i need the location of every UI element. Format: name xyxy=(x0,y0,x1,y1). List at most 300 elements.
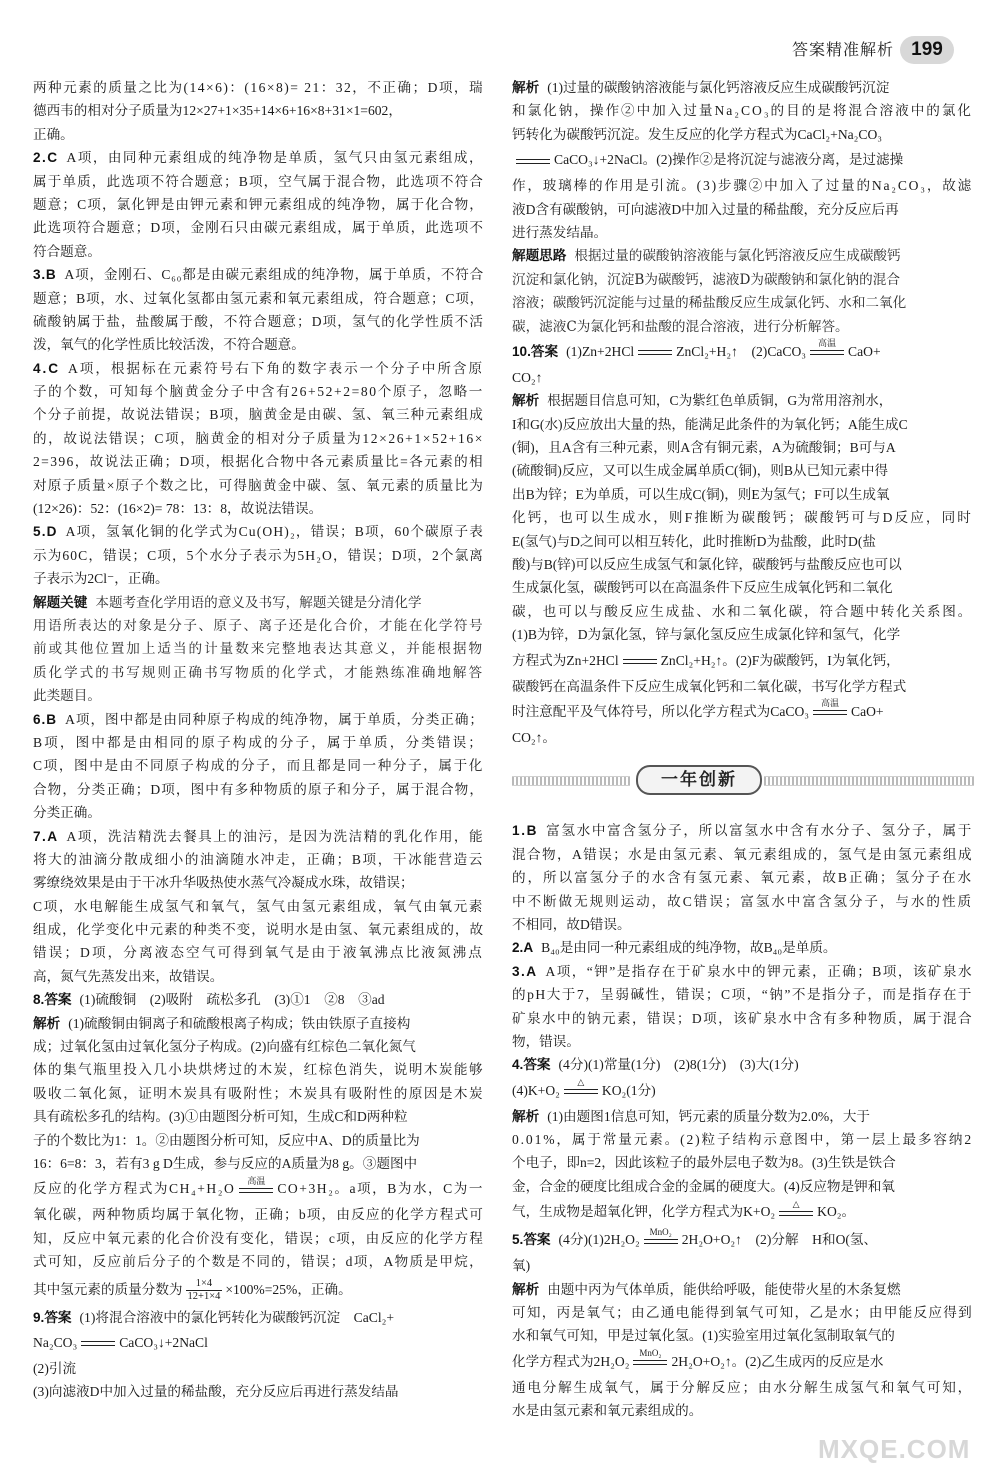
line-content xyxy=(512,152,903,167)
text-line xyxy=(33,778,485,801)
banner-decoration-left xyxy=(512,776,630,786)
text-run: 题意；C项，氯化钾是由钾元素和钾元素组成的纯净物，属于化合物， xyxy=(33,196,484,212)
text-line xyxy=(512,99,974,122)
text-run: 组成，化学变化中元素的种类不变，说明水是由氢、氧元素组成的，故 xyxy=(33,922,484,938)
reaction-condition: 高温 xyxy=(821,698,840,709)
line-content xyxy=(512,823,973,838)
question-label: 解析 xyxy=(512,80,540,95)
line-content xyxy=(512,698,884,719)
text-line xyxy=(33,661,485,684)
text-run: 个分子前提，故说法错误；B项，脑黄金是由碳、氢、氧三种元素组成 xyxy=(33,407,484,423)
line-content xyxy=(33,1361,76,1376)
line-content xyxy=(33,571,169,586)
text-run: 2H₂O+O₂↑。(2)乙生成丙的反应是水 xyxy=(671,1353,884,1369)
line-content xyxy=(33,1277,352,1302)
text-run: 子表示为2Cl⁻，正确。 xyxy=(33,571,169,587)
text-run: 分类正确。 xyxy=(33,805,101,821)
reaction-equals-sign xyxy=(81,1341,115,1346)
text-run: 反应的化学方程式为CH₄+H₂O xyxy=(33,1181,236,1197)
text-line xyxy=(33,1250,485,1273)
text-run: A项，图中都是由同种原子构成的纯净物，属于单质，分类正确； xyxy=(65,711,484,727)
text-run: 混合物，A错误；水是由氢元素、氧元素组成的，氢气是由氢元素组成 xyxy=(512,846,973,862)
line-content xyxy=(33,1086,484,1101)
text-line xyxy=(512,1105,974,1128)
line-content xyxy=(512,1034,580,1049)
text-run: 子的个数，可知每个脑黄金分子中含有26+52+2=80个原子，忽略一 xyxy=(33,384,484,400)
text-line xyxy=(512,1007,974,1030)
section-title: 答案精准解析 xyxy=(792,42,895,59)
text-line xyxy=(512,983,974,1006)
text-run: (4分)(1)常量(1分) (2)8(1分) (3)大(1分) xyxy=(558,1057,799,1073)
text-run: 合物，分类正确；D项，图中有多种物质的原子和分子，属于混合物， xyxy=(33,781,484,797)
text-line xyxy=(512,1348,974,1376)
tip-block xyxy=(512,244,974,338)
text-line xyxy=(512,553,974,576)
line-content xyxy=(33,431,484,446)
question-label: 解析 xyxy=(512,1281,540,1297)
text-line xyxy=(512,506,974,529)
text-line xyxy=(33,1129,485,1152)
text-line xyxy=(512,389,974,412)
text-line xyxy=(33,637,485,660)
line-content xyxy=(33,618,484,633)
text-run: 对原子质量×原子个数之比，可得脑黄金中碳、氢、氧元素的质量比为 xyxy=(33,477,484,493)
text-line xyxy=(512,726,974,749)
text-line xyxy=(512,1376,974,1399)
text-run: C项，水电解能生成氢气和氧气，氢气由氢元素组成，氧气由氧元素 xyxy=(33,898,484,914)
text-run: 水是由氢元素和氧元素组成的。 xyxy=(512,1403,703,1419)
text-run: 溶液；碳酸钙沉淀能与过量的稀盐酸反应生成氯化钙、水和二氧化 xyxy=(512,295,907,312)
answer-block xyxy=(33,825,485,989)
text-run: CO₂↑ xyxy=(512,369,543,385)
text-run: (2)引流 xyxy=(33,1360,77,1376)
line-content xyxy=(512,370,542,385)
answer-block xyxy=(33,988,485,1011)
text-run: 碳酸钙在高温条件下反应生成氧化钙和二氧化碳，书写化学方程式 xyxy=(512,678,907,694)
text-run: 气，生成物是超氧化钾，化学方程式为K+O₂ xyxy=(512,1204,776,1220)
line-content xyxy=(512,940,837,955)
text-line xyxy=(33,1274,485,1306)
reaction-condition: △ xyxy=(577,1077,585,1088)
text-run: A项，氢氧化铜的化学式为Cu(OH)₂，错误；B项，60个碳原子表 xyxy=(65,524,484,540)
question-label: 7.A xyxy=(33,828,59,844)
reaction-equals-sign xyxy=(516,159,550,164)
line-content xyxy=(33,478,484,493)
question-label: 解析 xyxy=(512,393,540,409)
text-run: (1)B为锌，D为氯化氢，锌与氯化氢反应生成氯化锌和氢气，化学 xyxy=(512,627,901,643)
line-content xyxy=(33,641,484,656)
text-run: (硫酸铜)反应，又可以生成金属单质C(铜)，则B从已知元素中得 xyxy=(512,463,889,479)
text-run: 出B为锌；E为单质，可以生成C(铜)，则E为氢气；F可以生成氧 xyxy=(512,486,890,502)
text-line xyxy=(33,848,485,871)
text-run: 此选项符合题意；D项，金刚石只由碳元素组成，属于单质，此选项不 xyxy=(33,220,484,236)
line-content xyxy=(512,1198,856,1220)
reaction-equals-sign xyxy=(623,659,657,664)
text-run: I和G(水)反应放出大量的热，能满足此条件的为氧化钙；A能生成C xyxy=(512,416,908,432)
text-line xyxy=(512,483,974,506)
text-run: 2=396，故说法正确；D项，根据化合物中各元素质量比=各元素的相 xyxy=(33,454,484,470)
text-run: KO₂(1分) xyxy=(601,1082,656,1098)
text-line xyxy=(33,146,485,169)
line-content xyxy=(512,463,888,478)
text-line xyxy=(33,76,485,99)
text-run: ZnCl₂+H₂↑ (2)CaCO₃ xyxy=(676,343,807,359)
text-run: 化学方程式为2H₂O₂ xyxy=(512,1353,630,1369)
text-run: 钙转化为碳酸钙沉淀。发生反应的化学方程式为CaCl₂+Na₂CO₃ xyxy=(512,126,883,142)
question-label: 解析 xyxy=(33,1015,61,1031)
answer-block xyxy=(512,1278,974,1423)
text-run: 氧化碳，两种物质均属于氧化物，正确；b项，由反应的化学方程式可 xyxy=(33,1207,484,1223)
line-content xyxy=(512,1109,870,1124)
question-label: 1.B xyxy=(512,823,539,839)
line-content xyxy=(33,1207,484,1222)
line-content xyxy=(33,548,484,563)
text-run: 根据题目信息可知，C为紫红色单质铜，G为常用溶剂水， xyxy=(547,393,893,409)
reaction-equals-sign xyxy=(810,338,844,355)
text-run: 用语所表达的对象是分子、原子、离子还是化合价，才能在化学符号 xyxy=(33,617,484,634)
text-line xyxy=(512,459,974,482)
text-line xyxy=(33,825,485,848)
line-content xyxy=(512,1155,896,1170)
line-content xyxy=(512,487,890,502)
question-label: 4.C xyxy=(33,360,61,376)
line-content xyxy=(33,1254,484,1269)
text-run: A项，由同种元素组成的纯净物是单质，氢气只由氢元素组成， xyxy=(66,150,484,166)
text-line xyxy=(512,1053,974,1076)
text-line xyxy=(512,123,974,146)
line-content xyxy=(512,847,973,862)
line-content xyxy=(33,595,422,610)
text-line xyxy=(512,1324,974,1347)
line-content xyxy=(33,852,484,867)
question-label: 3.A xyxy=(512,963,538,979)
text-line xyxy=(33,99,485,122)
text-line xyxy=(512,843,974,866)
line-content xyxy=(512,917,631,932)
text-line xyxy=(512,1077,974,1105)
text-line xyxy=(33,170,485,193)
text-run: 其中氢元素的质量分数为 xyxy=(33,1281,183,1297)
text-line xyxy=(33,918,485,941)
text-run: 物，错误。 xyxy=(512,1033,580,1049)
answer-block xyxy=(33,708,485,825)
text-run: A项，根据标在元素符号右下角的数字表示一个分子中所含原 xyxy=(68,360,484,376)
text-run: 本题考查化学用语的意义及书写，解题关键是分清化学 xyxy=(95,594,422,611)
text-line xyxy=(33,1306,485,1329)
line-content xyxy=(33,805,101,820)
line-content xyxy=(33,758,484,773)
text-run: 将大的油滴分散成细小的油滴随水冲走，正确；B项，干冰能营造云 xyxy=(33,851,484,867)
text-run: 错误；D项，分离液态空气可得到氧气是由于液氧沸点比液氮沸点 xyxy=(33,945,484,961)
line-content xyxy=(33,665,484,680)
line-content xyxy=(33,524,484,539)
text-run: KO₂。 xyxy=(817,1204,856,1220)
text-run: 此类题目。 xyxy=(33,688,101,705)
line-content xyxy=(512,178,973,193)
text-run: 进行蒸发结晶。 xyxy=(512,224,608,240)
reaction-equals-sign xyxy=(779,1198,813,1216)
text-run: A项，“钾”是指存在于矿泉水中的钾元素，正确；B项，该矿泉水 xyxy=(545,963,973,979)
line-content xyxy=(512,730,556,745)
line-content xyxy=(512,1226,878,1248)
reaction-equals-sign xyxy=(564,1077,598,1094)
line-content xyxy=(33,127,74,142)
text-run: 金，合金的硬度比组成合金的金属的硬度大。(4)反应物是钾和氧 xyxy=(512,1178,895,1194)
text-line xyxy=(33,1329,485,1357)
text-run: 根据过量的碳酸钠溶液能与氯化钙溶液反应生成碳酸钙 xyxy=(574,248,901,265)
text-run: 题意；B项，水、过氧化氢都由氢元素和氧元素组成，符合题意；C项， xyxy=(33,290,484,306)
text-line xyxy=(33,708,485,731)
text-line xyxy=(512,76,974,99)
reaction-condition: MnO₂ xyxy=(649,1226,672,1237)
question-label: 3.B xyxy=(33,267,57,283)
text-line xyxy=(33,731,485,754)
text-run: 方程式为Zn+2HCl xyxy=(512,652,619,668)
text-run: ZnCl₂+H₂↑。(2)F为碳酸钙，I为氧化钙， xyxy=(660,652,900,668)
line-content xyxy=(512,1305,973,1320)
text-run: CaCO₃↓+2NaCl。(2)操作②是将沉淀与滤液分离，是过滤操 xyxy=(554,152,904,168)
text-run: 两种元素的质量之比为(14×6)：(16×8)= 21：32，不正确；D项，瑞 xyxy=(33,80,484,95)
text-line xyxy=(512,530,974,553)
text-run: CaO+ xyxy=(848,343,881,359)
text-line xyxy=(512,913,974,936)
text-line xyxy=(512,315,974,338)
line-content xyxy=(33,501,322,516)
page-number: 199 xyxy=(900,36,954,64)
answer-block xyxy=(512,338,974,389)
text-run: CO+3H₂。a项，B为水，C为一 xyxy=(277,1181,484,1197)
text-run: (4)K+O₂ xyxy=(512,1082,560,1098)
text-run: 示为60C，错误；C项，5个水分子表示为5H₂O，错误；D项，2个氯离 xyxy=(33,547,484,563)
line-content xyxy=(33,1335,208,1350)
text-run: (1)过量的碳酸钠溶液能与氯化钙溶液反应生成碳酸钙沉淀 xyxy=(547,80,890,95)
text-line xyxy=(512,1198,974,1226)
line-content xyxy=(512,272,900,287)
line-content xyxy=(33,1384,399,1399)
answer-block xyxy=(512,1105,974,1227)
text-line xyxy=(33,380,485,403)
line-content xyxy=(512,870,973,885)
text-line xyxy=(33,1380,485,1403)
text-run: 16：6=8：3，若有3 g D生成，参与反应的A质量为8 g。③题图中 xyxy=(33,1155,418,1171)
line-content xyxy=(33,1039,416,1054)
text-line xyxy=(512,600,974,623)
text-run: 不相同，故D错误。 xyxy=(512,916,631,932)
text-line xyxy=(33,801,485,824)
text-line xyxy=(33,1175,485,1203)
text-run: (1)由题图1信息可知，钙元素的质量分数为2.0%，大于 xyxy=(547,1108,871,1124)
text-line xyxy=(33,1082,485,1105)
text-line xyxy=(512,1175,974,1198)
text-run: 的，故说法错误；C项，脑黄金的相对分子质量为12×26+1×52+16× xyxy=(33,430,484,446)
line-content xyxy=(512,1282,901,1297)
line-content xyxy=(33,1133,420,1148)
text-run: 的，所以富氢分子的水含有氢元素、氧元素，故B正确；氢分子在水 xyxy=(512,870,973,886)
line-content xyxy=(33,361,484,376)
line-content xyxy=(512,653,900,668)
question-label: 2.C xyxy=(33,150,59,166)
line-content xyxy=(33,150,484,165)
line-content xyxy=(512,1132,973,1147)
text-run: 硫酸钠属于盐，盐酸属于酸，不符合题意；D项，氢气的化学性质不活 xyxy=(33,313,484,329)
text-line xyxy=(33,1035,485,1058)
text-run: 符合题意。 xyxy=(33,243,101,259)
answer-block xyxy=(33,263,485,357)
text-line xyxy=(512,960,974,983)
line-content xyxy=(512,1380,973,1395)
text-line xyxy=(33,357,485,380)
answer-block xyxy=(33,76,485,146)
text-run: 质化学式的书写规则正确书写物质的化学式，才能熟练准确地解答 xyxy=(33,664,484,681)
line-content xyxy=(33,1175,484,1197)
text-line xyxy=(512,936,974,959)
answer-block xyxy=(33,1306,485,1404)
right-answer-list-bottom xyxy=(512,819,974,1422)
question-label: 8.答案 xyxy=(33,992,72,1008)
text-run: 体的集气瓶里投入几小块烘烤过的木炭，红棕色消失，说明木炭能够 xyxy=(33,1062,484,1078)
fraction-numerator: 1×4 xyxy=(186,1278,223,1291)
answer-block xyxy=(512,1053,974,1104)
text-line xyxy=(33,544,485,567)
line-content xyxy=(33,945,484,960)
answer-block xyxy=(512,936,974,959)
text-run: (1)硫酸铜 (2)吸附 疏松多孔 (3)①1 ②8 ③ad xyxy=(79,992,385,1008)
text-line xyxy=(512,819,974,842)
right-column xyxy=(512,76,974,1423)
text-line xyxy=(512,1301,974,1324)
text-run: Na₂CO₃ xyxy=(33,1334,78,1350)
text-run: CO₂↑。 xyxy=(512,729,557,745)
text-run: 由题中丙为气体单质，能供给呼吸，能使带火星的木条复燃 xyxy=(547,1281,901,1297)
text-run: B项，图中都是由相同的原子构成的分子，属于单质，分类错误； xyxy=(33,734,484,750)
line-content xyxy=(33,992,385,1007)
reaction-condition: MnO₂ xyxy=(639,1348,662,1359)
text-line xyxy=(512,1128,974,1151)
line-content xyxy=(33,969,223,984)
text-line xyxy=(33,895,485,918)
answer-block xyxy=(33,357,485,521)
line-content xyxy=(33,454,484,469)
question-label: 6.B xyxy=(33,711,58,727)
question-label: 5.答案 xyxy=(512,1232,551,1248)
reaction-equals-sign xyxy=(633,1348,667,1365)
line-content xyxy=(512,103,973,118)
line-content xyxy=(512,440,896,455)
text-run: 泼，氧气的化学性质比较活泼，不符合题意。 xyxy=(33,337,305,353)
reaction-equals-sign xyxy=(644,1226,678,1244)
line-content xyxy=(33,735,484,750)
line-content xyxy=(512,338,881,359)
text-line xyxy=(512,198,974,221)
line-content xyxy=(512,1179,895,1194)
text-line xyxy=(512,338,974,366)
text-line xyxy=(33,123,485,146)
text-line xyxy=(33,333,485,356)
text-line xyxy=(33,591,485,614)
text-run: 前或其他位置加上适当的计量数来完整地表达其意义，并能根据物 xyxy=(33,641,484,658)
text-run: 高，氮气先蒸发出来，故错误。 xyxy=(33,968,224,984)
text-line xyxy=(512,244,974,267)
line-content xyxy=(512,417,908,432)
text-run: (1)Zn+2HCl xyxy=(566,343,635,359)
text-run: A项，洗洁精洗去餐具上的油污，是因为洗洁精的乳化作用，能 xyxy=(66,828,484,844)
line-content xyxy=(512,510,973,525)
text-line xyxy=(33,1357,485,1380)
line-content xyxy=(33,291,484,306)
text-line xyxy=(33,450,485,473)
text-line xyxy=(33,1012,485,1035)
text-run: 0.01%，属于常量元素。(2)粒子结构示意图中，第一层上最多容纳2 xyxy=(512,1132,973,1148)
text-run: 属于单质，此选项不符合题意；B项，空气属于混合物，此选项不符合 xyxy=(33,173,484,189)
text-line xyxy=(33,263,485,286)
answer-block xyxy=(512,960,974,1054)
text-run: 碳，滤液C为氯化钙和盐酸的混合溶液，进行分析解答。 xyxy=(512,318,849,335)
text-line xyxy=(512,291,974,314)
text-run: 个电子，即n=2，因此该粒子的最外层电子数为8。(3)生铁是铁合 xyxy=(512,1155,896,1171)
text-line xyxy=(512,623,974,646)
text-line xyxy=(33,427,485,450)
text-run: 生成氯化氢，碳酸钙可以在高温条件下反应生成氧化钙和二氧化 xyxy=(512,580,893,596)
line-content xyxy=(512,964,973,979)
text-line xyxy=(33,1105,485,1128)
text-run: 德西韦的相对分子质量为12×27+1×35+14×6+16×8+31×1=602， xyxy=(33,103,402,119)
text-line xyxy=(33,754,485,777)
site-watermark: MXQE.COM xyxy=(818,1434,971,1464)
fraction-denominator: 12+1×4 xyxy=(187,1290,221,1302)
banner-title: 一年创新 xyxy=(636,765,762,795)
line-content xyxy=(33,922,484,937)
text-run: 2H₂O+O₂↑ (2)分解 H和O(氢、 xyxy=(681,1232,878,1248)
answer-block xyxy=(33,1012,485,1306)
line-content xyxy=(33,80,484,95)
question-label: 5.D xyxy=(33,524,58,540)
section-banner xyxy=(512,765,974,795)
line-content xyxy=(33,220,484,235)
text-line xyxy=(33,1152,485,1175)
reaction-equals-sign xyxy=(638,350,672,355)
line-content xyxy=(512,248,901,263)
text-line xyxy=(33,216,485,239)
text-run: A项，金刚石、C₆₀都是由碳元素组成的纯净物，属于单质，不符合 xyxy=(64,267,484,283)
line-content xyxy=(512,202,899,217)
question-label: 4.答案 xyxy=(512,1057,551,1073)
text-line xyxy=(512,268,974,291)
text-run: 中不断做无规则运动，故C错误；富氢水中富含氢分子，与水的性质 xyxy=(512,893,973,909)
reaction-condition: 高温 xyxy=(247,1175,266,1186)
banner-decoration-right xyxy=(764,776,974,786)
line-content xyxy=(33,829,484,844)
text-run: 子的个数比为1：1。②由题图分析可知，反应中A、D的质量比为 xyxy=(33,1132,420,1148)
line-content xyxy=(512,295,906,310)
text-line xyxy=(33,1203,485,1226)
text-run: (铜)，且A含有三种元素，则A含有铜元素，A为硫酸铜；B可与A xyxy=(512,440,896,456)
text-line xyxy=(33,941,485,964)
line-content xyxy=(512,580,893,595)
reaction-condition: △ xyxy=(792,1198,800,1209)
text-line xyxy=(33,403,485,426)
question-label: 解析 xyxy=(512,1108,540,1124)
text-line xyxy=(33,474,485,497)
line-content xyxy=(512,1057,799,1072)
text-run: 沉淀和氯化钠，沉淀B为碳酸钙，滤液D为碳酸钠和氯化钠的混合 xyxy=(512,271,900,288)
line-content xyxy=(512,1077,656,1098)
text-line xyxy=(33,871,485,894)
line-content xyxy=(33,244,101,259)
line-content xyxy=(512,1328,895,1343)
line-content xyxy=(33,103,402,118)
text-run: E(氢气)与D之间可以相互转化，此时推断D为盐酸，此时D(盐 xyxy=(512,533,876,549)
text-line xyxy=(33,614,485,637)
